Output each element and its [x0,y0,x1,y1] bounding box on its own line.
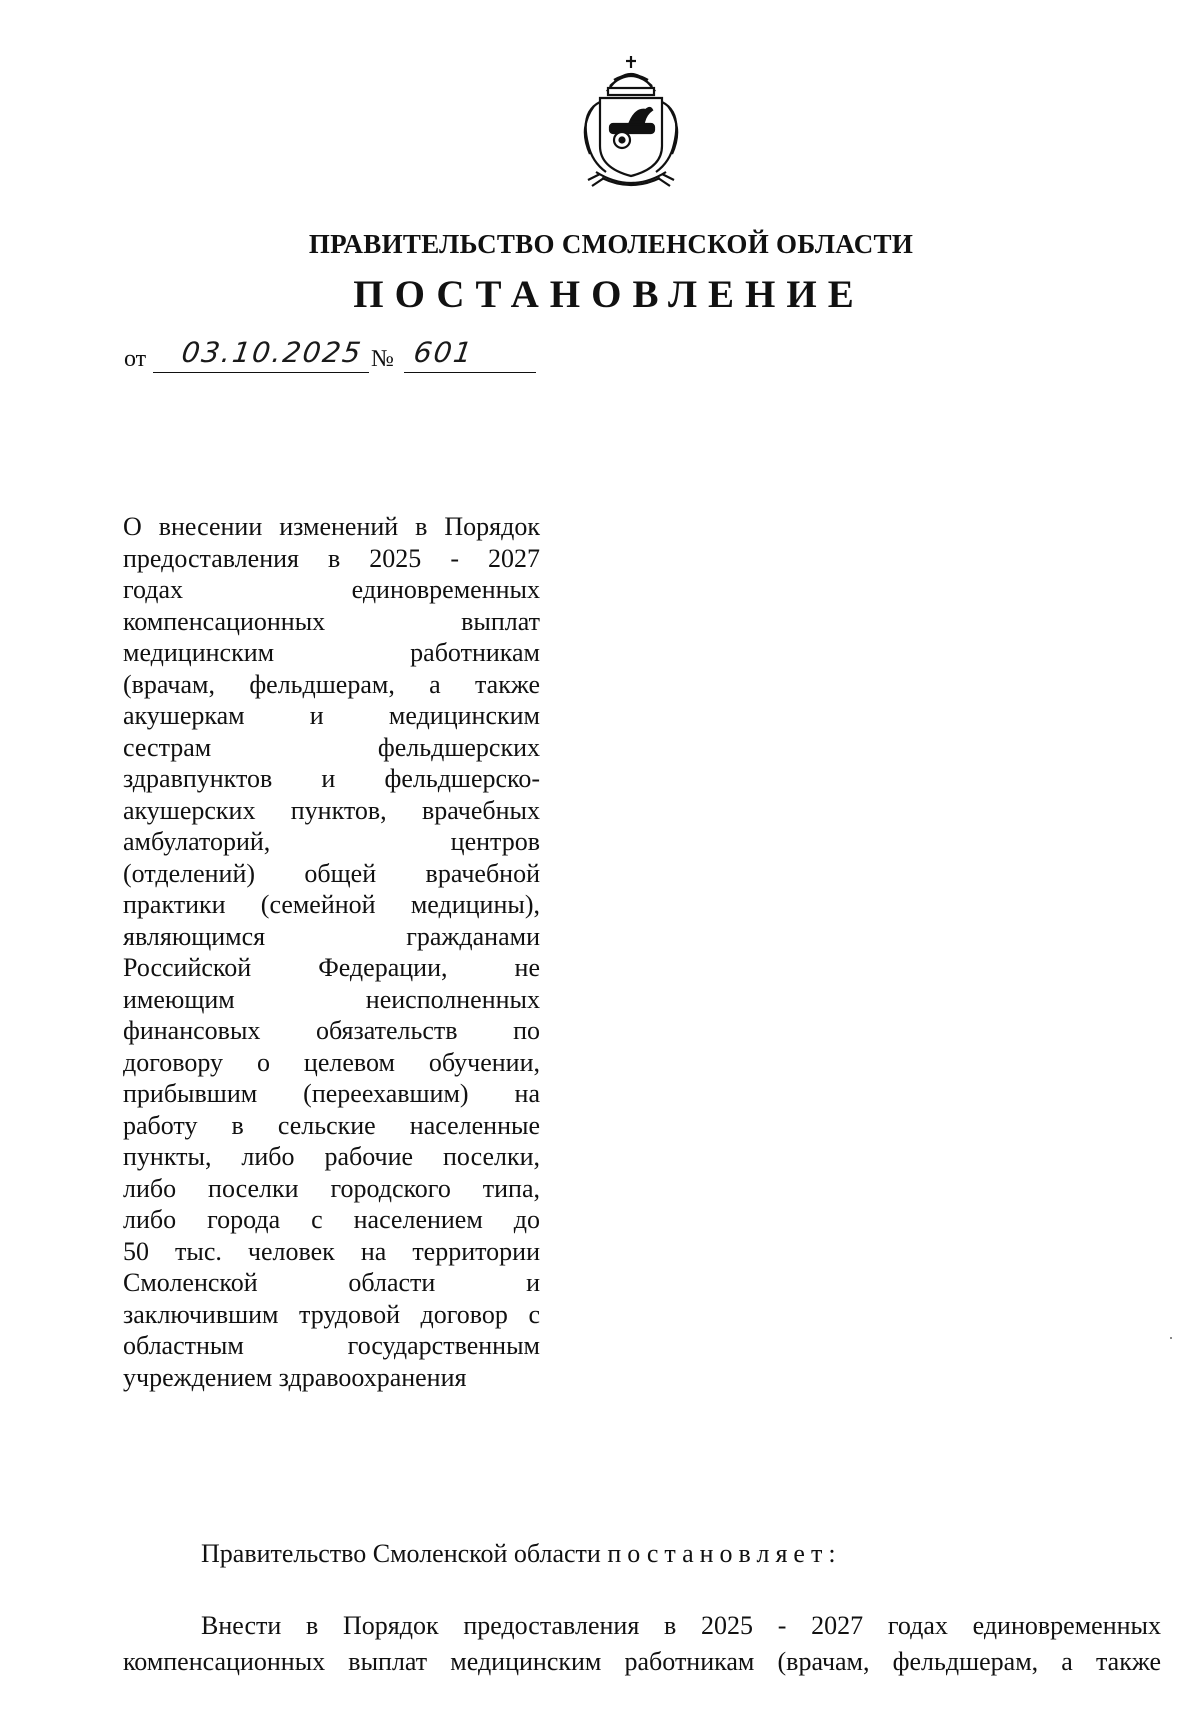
body-line: Внести в Порядок предоставления в 2025 - 2027 годах единовременных [201,1611,1161,1640]
subject-line: (врачам, фельдшерам, а также [123,669,540,699]
document-type-heading: ПОСТАНОВЛЕНИЕ [353,273,865,316]
smolensk-coat-of-arms-icon [566,52,696,194]
subject-line: акушерских пунктов, врачебных [123,795,540,825]
subject-line: Российской Федерации, не [123,953,540,982]
subject-line: прибывшим (переехавшим) на [123,1079,540,1108]
subject-line: акушеркам и медицинским [123,701,540,730]
subject-line: финансовых обязательств по [123,1016,540,1045]
subject-line: медицинским работникам [123,638,540,667]
handwritten-number: 601 [411,336,476,369]
number-underline [404,372,536,373]
subject-line: компенсационных выплат [123,606,540,636]
document-subject [123,511,540,1393]
subject-line: либо города с населением до [123,1205,540,1234]
date-prefix-label: от [124,346,147,372]
subject-line: здравпунктов и фельдшерско- [123,764,540,793]
subject-line: практики (семейной медицины), [123,890,540,919]
subject-line: годах единовременных [123,575,540,604]
body-line: компенсационных выплат медицинским работникам (врачам, фельдшерам, а также [123,1647,1161,1676]
subject-line: пункты, либо рабочие поселки, [123,1142,540,1171]
subject-line: амбулаторий, центров [123,827,540,856]
date-underline [153,372,369,373]
subject-line: работу в сельские населенные [123,1110,540,1140]
date-number-line [124,336,544,376]
subject-line: сестрам фельдшерских [123,732,540,762]
decree-statement [201,1538,842,1570]
scan-speck [1170,1337,1172,1339]
decree-lead: Правительство Смоленской области [201,1539,601,1568]
subject-line: областным государственным [123,1331,540,1360]
subject-line: 50 тыс. человек на территории [123,1236,540,1266]
subject-line: О внесении изменений в Порядок [123,512,540,541]
subject-line: являющимся гражданами [123,921,540,951]
subject-line: Смоленской области и [123,1268,540,1297]
subject-line: предоставления в 2025 - 2027 [123,543,540,573]
subject-line: заключившим трудовой договор с [123,1299,540,1329]
subject-line: имеющим неисполненных [123,984,540,1014]
subject-line: (отделений) общей врачебной [123,858,540,888]
subject-line: учреждением здравоохранения [123,1362,467,1392]
organization-title: ПРАВИТЕЛЬСТВО СМОЛЕНСКОЙ ОБЛАСТИ [308,229,914,259]
subject-line: либо поселки городского типа, [123,1173,540,1203]
handwritten-date: 03.10.2025 [179,336,365,369]
decree-verb: постановляет: [607,1539,842,1568]
number-prefix-label: № [371,346,394,372]
subject-line: договору о целевом обучении, [123,1047,540,1077]
body-paragraph [123,1608,1161,1680]
